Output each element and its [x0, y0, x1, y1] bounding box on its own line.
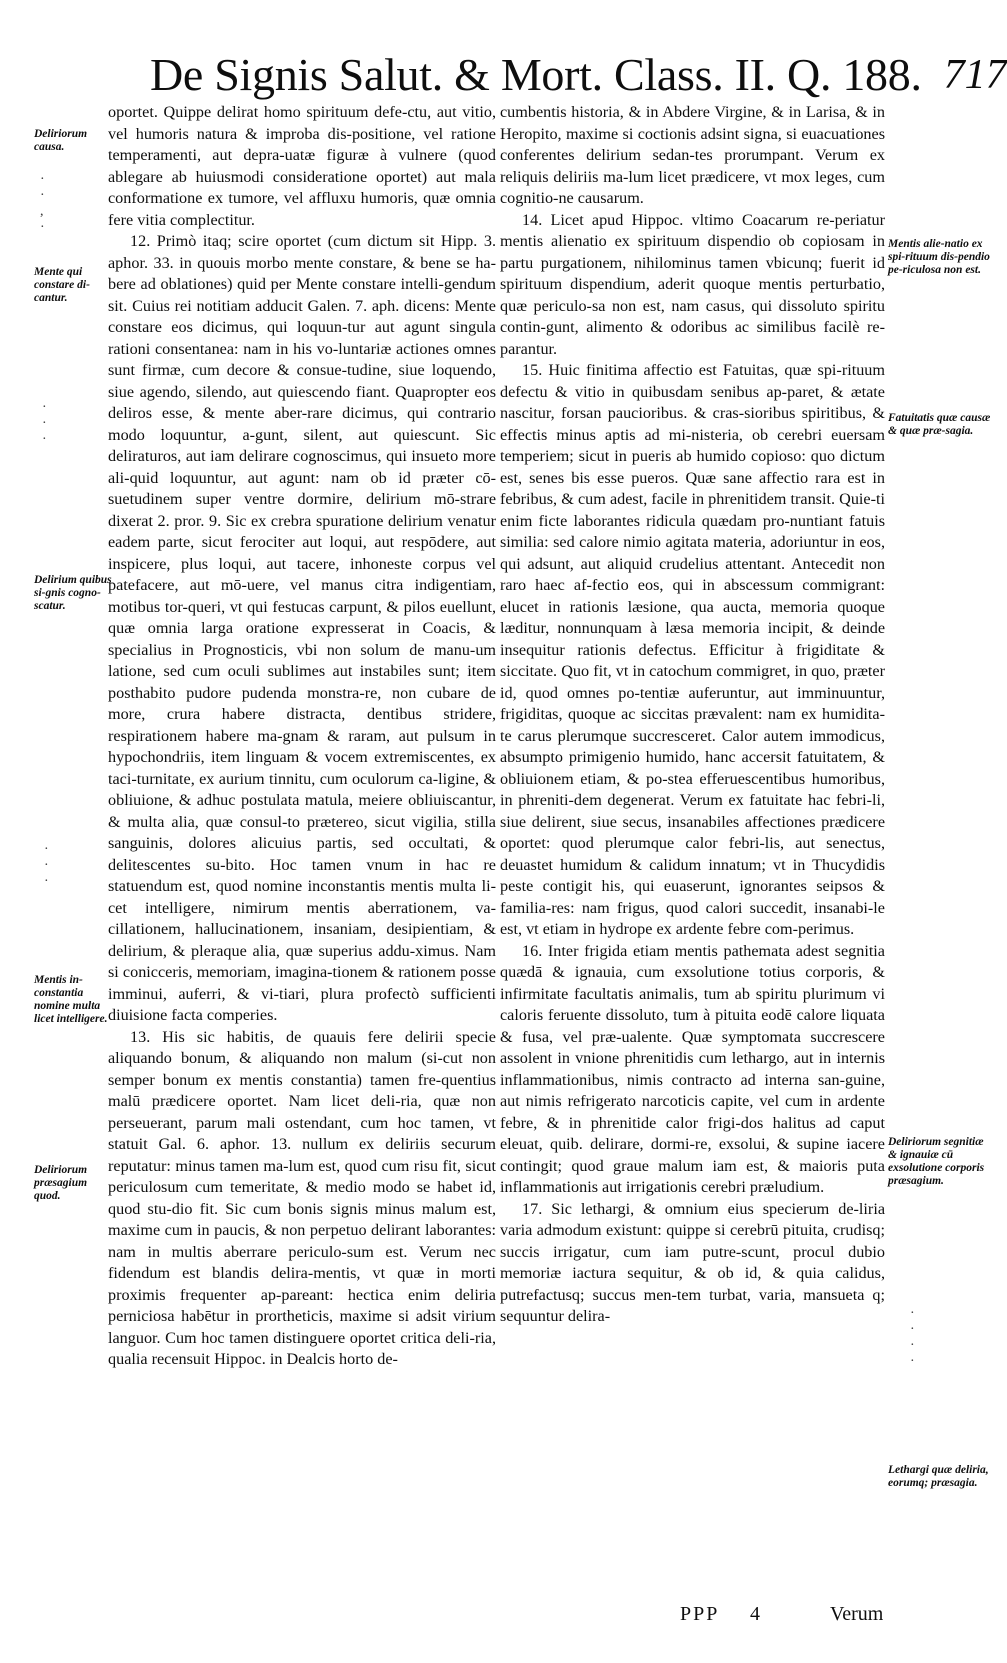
margin-note-lethargus: Lethargi quæ deliria, eorumq; præsagia.: [888, 1464, 989, 1489]
running-title: De Signis Salut. & Mort. Class. II. Q. 188.: [150, 49, 922, 100]
margin-note-mentis-inconstantia: Mentis in-constantia nomine multa licet intelligere.: [34, 974, 108, 1025]
paragraph: 13. His sic habitis, de quauis fere delirii specie aliquando bonum, & aliquando non malum (si-cut non semper bonum ex mentis constantia) tamen fre-quentius malū prædicere oportet. Nam licet deli-ria, quæ non perseuerant, parum mali ostendant, cum hoc tamen, vt statuit Gal. 6. aphor. 13. nullum ex deliriis securum reputatur: minus tamen ma-lum est, quod cum risu fit, sicut periculosum cum temeritate, & medio modo se habet id, quod stu-dio fit. Sic cum bonis signis minus malum est, maxime cum in paucis, & non perpetuo delirant laborantes: nam in multis aberrare periculo-sum est. Verum nec fidendum est blandis delira-mentis, vt quæ in morti proximis frequenter ap-pareant: hectica enim deliria perniciosa habētur in prortheticis, maxime si adsit virium languor. Cum hoc tamen distinguere oportet critica deli-ria, qualia recensuit Hippoc. in Dealcis horto de-: [108, 1027, 496, 1368]
margin-note-delirium-signis: Delirium quibus si-gnis cogno-scatur.: [34, 574, 112, 612]
margin-note-fatuitas: Fatuitatis quæ causæ & quæ præ-sagia.: [888, 412, 991, 437]
left-column: [108, 102, 496, 1371]
page-number: 717: [943, 52, 1007, 98]
paragraph: 12. Primò itaq; scire oportet (cum dictum sit Hipp. 3. aphor. 33. in quouis morbo mente constare, & bene se ha-bere ad oblationes) quid per Mente constare intelli-gendum sit. Cuius rei notitiam adducit Galen. 7. aph. dicens: Mente constare eos dicimus, qui loquun-tur aut agunt singula rationi consentanea: nam in his vo-luntariæ actiones omnes sunt firmæ, cum decore & consue-tudine, siue loquendo, siue agendo, silendo, aut quiescendo fiant. Quapropter eos deliros esse, & mente aber-rare dicimus, qui contrario modo loquuntur, a-gunt, silent, aut quiescunt. Sic deliraturos, aut iam delirare cognoscimus, qui insueto more ali-quid loquuntur, aut agunt: nam ob id præter cō-suetudinem super ventre dormire, delirium mō-strare dixerat 2. pror. 9. Sic ex crebra spuratione delirium venatur eadem parte, sicut ferociter aut loqui, aut respōdere, aut inspicere, plus loqui, aut tacere, inhoneste corpus vel patefacere, aut mō-uere, vel manus citra indigentiam, motibus tor-queri, vt qui festucas carpunt, & pilos euellunt, quæ omnia larga oratione expresserat in Coacis, & specialius in Prognosticis, vbi non solum de manu-um latione, sed cum oculi sublimes aut instabiles sunt; item posthabito pudore pudenda monstra-re, non cubare de more, crura habere distracta, dentibus stridere, respirationem habere ma-gnam & raram, aut pulsum in hypochondriis, item linguam & vocem extremiscentes, ex taci-turnitate, ex aurium tinnitu, cum oculorum ca-ligine, & obliuione, & adhuc postulata matula, meiere obliuiscantur, & multa alia, quæ consul-to prætereo, sicut vigilia, stilla sanguinis, dolores alicuius partis, sed occultati, & delitescentes su-bito. Hoc tamen vnum in hac re statuendum est, quod nomine inconstantis mentis multa li-cet intelligere, nimirum mentis aberrationem, va-cillationem, hallucinationem, insaniam, desipientiam, & delirium, & pleraque alia, quæ superius addu-ximus. Nam si conicceris, memoriam, imagina-tionem & rationem posse imminui, auferri, & vi-tiari, plura profectò sufficienti diuisione facta comperies.: [108, 232, 496, 1024]
margin-note-mente-constare: Mente qui constare di-cantur.: [34, 266, 90, 304]
paragraph: 15. Huic finitima affectio est Fatuitas, quæ spi-rituum defectu & vitio in quibusdam senibus ap-paret, & ætate nascitur, forsan paucioribus. & cras-sioribus spiritibus, & effectis minus aptis ad mi-nisteria, ob cerebri euersam temperiem; sicut in pueris ab humido copioso: quo dictum est, senes bis esse pueros. Quæ sane affectio rara est in febribus, & cum adest, facile in phrenitidem transit. Quie-ti enim ficte laborantes ridicula quædam pro-nuntiant fatuis similia: sed calore nimio agitata materia, adoriuntur in eos, qui adsunt, aut aliquid crudelius attentant. Antecedit non raro haec af-fectio eos, qui in abscessum commigrant: elucet in rationis læsione, qua aucta, memoria quoque læditur, nonnunquam à læsa memoria incipit, & deinde insequitur rationis defectus. Efficitur à frigiditate & siccitate. Quo fit, vt in catochum commigret, in quo, præter id, quod omnes po-tentiæ auferuntur, aut imminuuntur, frigiditas, quoque ac siccitas prævalent: nam ex humidita-te carus plerumque succresceret. Calor autem immodicus, absumpto primigenio humido, hanc accersit fatuitatem, & obliuionem etiam, & po-stea efferuescentibus humoribus, in phreniti-dem degenerat. Verum ex fatuitate hac febri-li, siue delirent, siue secus, insanabiles affectiones prædicere oportet: quod plerumque calor febri-lis, aut senectus, deuastet humidum & calidum innatum; vt in Thucydidis peste contigit his, qui euaserunt, ignorantes seipsos & familia-res: nam frigus, quod calori succedit, insanabi-le est, vt etiam in hydrope ex ardente febre com-perimus.: [500, 361, 885, 938]
paragraph: 16. Inter frigida etiam mentis pathemata adest segnitia quædā & ignauia, cum exsolutione totius corporis, & infirmitate facultatis animalis, tum ab spiritu plurimum vi caloris feruente dissoluto, tum à pituita eodē calore liquata & fusa, vel præ-ualente. Quæ symptomata succrescere assolent in vnione phrenitidis cum lethargo, aut in internis inflammationibus, nimis contracto ad interna san-guine, aut nimis refrigerato narcoticis capite, vel cum in ardente febre, & in phrenitide calor frigi-dos halitus ad caput eleuat, quib. delirare, dormi-re, exsolui, & supine iacere contingit; quod graue malum iam est, & maioris puta inflammationis aut irrigationis cerebri præludium.: [500, 941, 885, 1196]
marginal-marks: · · · ·: [910, 1306, 919, 1369]
right-column: [500, 102, 885, 1328]
catchword: Verum: [830, 1603, 884, 1625]
marginal-marks: · · ·: [42, 400, 51, 447]
paragraph: cumbentis historia, & in Abdere Virgine, & in Larisa, & in Heropito, maxime si coctionis adsint signa, si euacuationes conferentes delirium sedan-tes prorumpant. Verum ex reliquis deliriis ma-lum licet prædicere, vt mox leges, cum cognitio-ne causarum.: [500, 103, 885, 207]
margin-note-segnitia: Deliriorum segnitiæ & ignauiæ cū exsolutione corporis præsagium.: [888, 1136, 985, 1187]
margin-note-deliriorum-causa: Deliriorum causa.: [34, 128, 88, 153]
paragraph: oportet. Quippe delirat homo spirituum defe-ctu, aut vitio, vel humoris natura & improba dis-positione, vel ratione temperamenti, aut depra-uatæ figuræ à vulnere (quod ablegare ab huiusmodi consideratione oportet) aut mala conformatione ex tumore, vel affluxu humoris, quæ omnia fere vitia complectitur.: [108, 103, 496, 229]
page-footer: [680, 1603, 980, 1633]
signature-mark: PPP: [680, 1603, 720, 1625]
margin-note-mentis-alienatio: Mentis alie-natio ex spi-rituum dis-pendio pe-riculosa non est.: [888, 238, 990, 276]
paragraph: 17. Sic lethargi, & omnium eius specierum de-liria varia admodum existunt: quippe si cerebrū pituita, crudisq; succis irrigatur, cum iam putre-scunt, procul dubio memoriæ iactura sequitur, & ob id, & quia calidus, putrefactusq; succus men-tem turbat, varia, mansueta q; sequuntur delira-: [500, 1199, 885, 1325]
paragraph: 14. Licet apud Hippoc. vltimo Coacarum re-periatur mentis alienatio ex spirituum dispendio ob copiosam in partu purgationem, nihilominus tamen vbicunq; fuerit id spirituum dispendium, aderit quoque mentis perturbatio, quæ periculo-sa non est, nam casus, qui dissoluto spiritu contin-gunt, alimento & odoribus ac similibus facilè re-parantur.: [500, 210, 885, 358]
marginal-marks: · · , ·: [40, 172, 49, 235]
running-header: [150, 40, 1007, 100]
margin-note-deliriorum-presagium: Deliriorum præsagium quod.: [34, 1164, 88, 1202]
signature-number: 4: [750, 1603, 760, 1625]
marginal-marks: · · ·: [44, 842, 53, 889]
